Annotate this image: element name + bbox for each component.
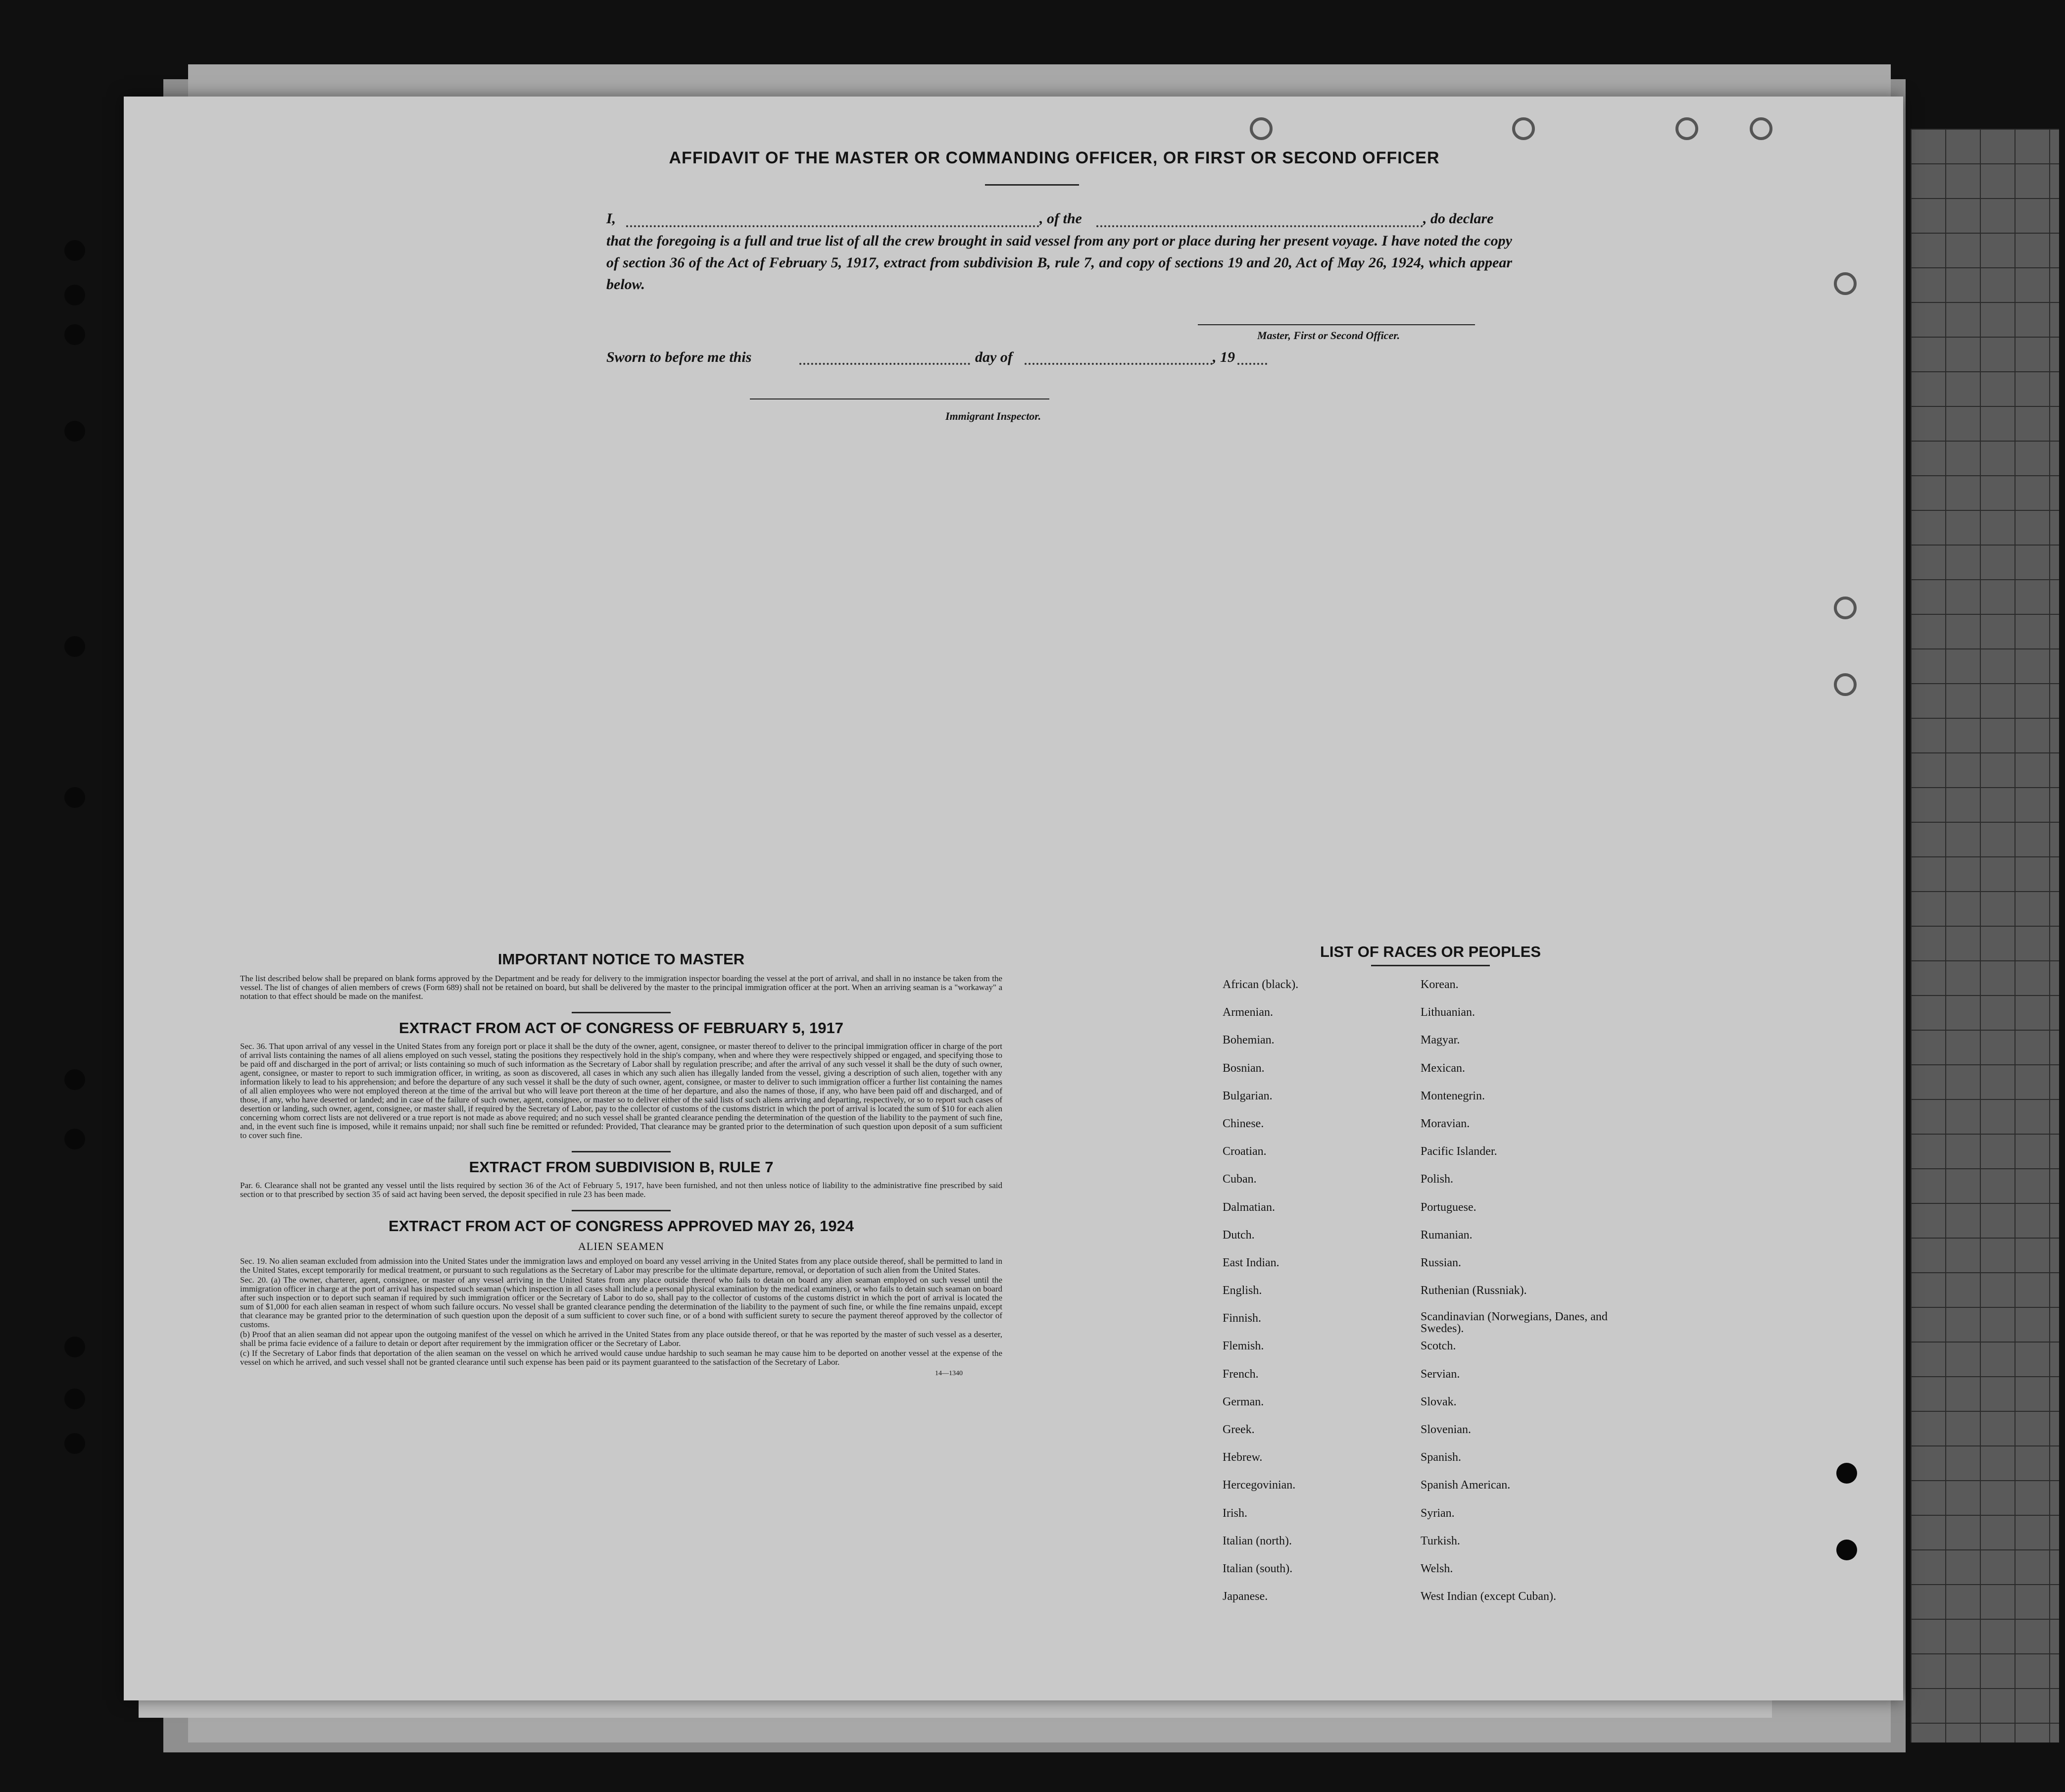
affidavit-declare-label: , do declare xyxy=(1423,210,1494,227)
punch-hole xyxy=(64,1069,85,1090)
race-item: Turkish. xyxy=(1421,1534,1460,1547)
race-item: Spanish. xyxy=(1421,1451,1462,1464)
race-item: Cuban. xyxy=(1223,1173,1257,1186)
punch-hole-ring xyxy=(1750,117,1772,140)
vessel-blank[interactable] xyxy=(1096,225,1423,227)
inspector-signature-label: Immigrant Inspector. xyxy=(945,410,1041,422)
race-item: French. xyxy=(1223,1367,1259,1381)
act-1917-text: Sec. 36. That upon arrival of any vessel in the United States from any foreign port or place it shall be the duty of the owner, agent, consignee, or master thereof to deliver to the principal immigration officer in charge of the port of arrival lists containing the names of all aliens employed on such vessel, stating the positions they respectively hold in the ship's company, when and where they were respectively shipped or engaged, and specifying those to be paid off and discharged in the port of arrival; or lists containing so much of such information as the Secretary of Labor shall by regulation prescribe; and after the arrival of any such vessel it shall be the duty of such owner, agent, consignee, or master to report to such immigration officer, in writing, as soon as discovered, all cases in which any such alien has illegally landed from the vessel, giving a description of such alien, together with any information likely to lead to his apprehension; and before the departure of any such vessel it shall be the duty of such owner, agent, consignee, or master to deliver to such immigration officer a further list containing the names of all alien employees who were not employed thereon at the time of the arrival but who will leave port thereon at the time of her departure, and also the names of those, if any, who have been paid off and discharged, and of those, if any, who have deserted or landed; and in case of the failure of such owner, agent, consignee, or master so to deliver either of the said lists of such aliens arriving and departing, respectively, or so to report such cases of desertion or landing, such owner, agent, consignee, or master shall, if required by the Secretary of Labor, pay to the collector of customs of the customs district in which the port of arrival is located the sum of $10 for each alien concerning whom correct lists are not delivered or a true report is not made as above required; and no such vessel shall be granted clearance pending the determination of the question of the liability to the payment of such fine, and, in the event such fine is imposed, while it remains unpaid; nor shall such fine be remitted or refunded: Provided, That clearance may be granted prior to the determination of such question upon deposit of a sum sufficient to cover such fine. xyxy=(240,1042,1002,1140)
punch-hole-ring xyxy=(1250,117,1273,140)
punch-hole xyxy=(64,421,85,442)
race-item: Spanish American. xyxy=(1421,1479,1511,1492)
act-1917-title: EXTRACT FROM ACT OF CONGRESS OF FEBRUARY 5, 1917 xyxy=(399,1019,843,1037)
race-item: Scotch. xyxy=(1421,1340,1456,1353)
race-item: Dalmatian. xyxy=(1223,1200,1275,1214)
act-1924-sec19: Sec. 19. No alien seaman excluded from admission into the United States under the immigration laws and employed on board any vessel arriving in the United States from any place outside thereof, shall be permitted to land in the United States, except temporarily for medical treatment, or pursuant to such regulations as the Secretary of Labor may prescribe for the ultimate departure, removal, or deportation of such alien from the United States. xyxy=(240,1256,1002,1275)
act-1924-sec20b: (b) Proof that an alien seaman did not appear upon the outgoing manifest of the vessel on which he arrived in the United States from any place outside thereof, or that he was reported by the master of such vessel as a deserter, shall be prima facie evidence of a failure to detain or deport after requirement by the immigration officer or the Secretary of Labor. xyxy=(240,1330,1002,1348)
punch-hole-ring xyxy=(1675,117,1698,140)
title-underline xyxy=(985,184,1079,186)
race-item: Chinese. xyxy=(1223,1117,1264,1130)
race-item: Hercegovinian. xyxy=(1223,1479,1296,1492)
race-item: Hebrew. xyxy=(1223,1451,1263,1464)
punch-hole-ring xyxy=(1834,597,1857,619)
race-item: Servian. xyxy=(1421,1367,1460,1381)
race-item: Rumanian. xyxy=(1421,1228,1473,1242)
affidavit-of-the-label: , of the xyxy=(1039,210,1082,227)
race-item: Finnish. xyxy=(1223,1312,1262,1325)
races-title-underline xyxy=(1371,965,1490,966)
background-grid-paper xyxy=(1911,129,2059,1742)
punch-hole xyxy=(64,285,85,305)
act-1924-subtitle: ALIEN SEAMEN xyxy=(578,1240,664,1252)
race-item: West Indian (except Cuban). xyxy=(1421,1590,1556,1603)
affidavit-i-label: I, xyxy=(606,210,616,227)
race-item: Montenegrin. xyxy=(1421,1089,1485,1102)
inspector-signature-line[interactable] xyxy=(750,398,1049,399)
sworn-label: Sworn to before me this xyxy=(606,349,752,365)
punch-hole xyxy=(64,1337,85,1357)
race-item: Magyar. xyxy=(1421,1034,1460,1047)
race-item: Lithuanian. xyxy=(1421,1006,1475,1019)
notice-text: The list described below shall be prepared on blank forms approved by the Department and be ready for delivery to the immigration inspector boarding the vessel at the port of arrival, and shall in no instance be taken from the vessel. The list of changes of alien members of crews (Form 689) shall not be retained on board, but shall be delivered by the master to the principal immigration officer at the port. When an arriving seaman is a "workaway" a notation to that effect should be made on the manifest. xyxy=(240,974,1002,1001)
race-item: African (black). xyxy=(1223,978,1299,991)
punch-hole xyxy=(64,787,85,808)
race-item: Bulgarian. xyxy=(1223,1089,1273,1102)
races-title: LIST OF RACES OR PEOPLES xyxy=(1320,943,1541,960)
race-item: Moravian. xyxy=(1421,1117,1470,1130)
race-item: Ruthenian (Russniak). xyxy=(1421,1284,1527,1297)
race-item: Slovenian. xyxy=(1421,1423,1471,1436)
race-item: Slovak. xyxy=(1421,1395,1457,1408)
race-item: Armenian. xyxy=(1223,1006,1273,1019)
punch-hole xyxy=(1836,1540,1857,1560)
race-item: Bosnian. xyxy=(1223,1061,1265,1075)
master-signature-label: Master, First or Second Officer. xyxy=(1257,329,1400,342)
race-item: Pacific Islander. xyxy=(1421,1145,1497,1158)
legal-notices xyxy=(240,950,1002,1378)
race-item: Welsh. xyxy=(1421,1562,1453,1575)
race-item: Syrian. xyxy=(1421,1506,1455,1520)
sworn-month-blank[interactable] xyxy=(1025,363,1213,365)
race-item: East Indian. xyxy=(1223,1256,1279,1269)
race-item: Irish. xyxy=(1223,1506,1247,1520)
race-item: Italian (north). xyxy=(1223,1534,1292,1547)
name-blank[interactable] xyxy=(626,225,1039,227)
race-item: Dutch. xyxy=(1223,1228,1255,1242)
punch-hole xyxy=(64,1433,85,1454)
race-item: German. xyxy=(1223,1395,1264,1408)
race-item: English. xyxy=(1223,1284,1262,1297)
punch-hole xyxy=(1836,1463,1857,1484)
race-item: Croatian. xyxy=(1223,1145,1267,1158)
punch-hole xyxy=(64,240,85,261)
section-divider xyxy=(572,1012,671,1013)
race-item: Bohemian. xyxy=(1223,1034,1275,1047)
race-item: Flemish. xyxy=(1223,1340,1264,1353)
act-1924-sec20c: (c) If the Secretary of Labor finds that deportation of the alien seaman on the vessel on which he arrived would cause undue hardship to such seaman he may cause him to be deported on another vessel at the expense of the vessel on which he arrived, and such vessel shall not be granted clearance until such expense has been paid or its payment guaranteed to the satisfaction of the Secretary of Labor. xyxy=(240,1348,1002,1367)
race-item: Polish. xyxy=(1421,1173,1454,1186)
punch-hole xyxy=(64,1389,85,1409)
notice-title: IMPORTANT NOTICE TO MASTER xyxy=(497,950,745,968)
rule-7-title: EXTRACT FROM SUBDIVISION B, RULE 7 xyxy=(469,1158,774,1176)
punch-hole-ring xyxy=(1834,272,1857,295)
sworn-day-blank[interactable] xyxy=(799,363,970,365)
act-1924-title: EXTRACT FROM ACT OF CONGRESS APPROVED MAY 26, 1924 xyxy=(389,1217,854,1235)
punch-hole xyxy=(64,1129,85,1149)
master-signature-line[interactable] xyxy=(1198,324,1475,325)
section-divider xyxy=(572,1210,671,1211)
race-item: Korean. xyxy=(1421,978,1459,991)
sworn-year-blank[interactable] xyxy=(1237,363,1267,365)
race-item: Japanese. xyxy=(1223,1590,1268,1603)
punch-hole-ring xyxy=(1834,673,1857,696)
race-item: Greek. xyxy=(1223,1423,1255,1436)
race-item: Scandinavian (Norwegians, Danes, and Swedes). xyxy=(1421,1310,1608,1336)
affidavit-title: AFFIDAVIT OF THE MASTER OR COMMANDING OFFICER, OR FIRST OR SECOND OFFICER xyxy=(669,149,1440,167)
punch-hole xyxy=(64,324,85,345)
form-number: 14—1340 xyxy=(935,1370,963,1377)
day-of-label: day of xyxy=(975,349,1013,365)
section-divider xyxy=(572,1151,671,1152)
race-item: Mexican. xyxy=(1421,1061,1465,1075)
act-1924-sec20a: Sec. 20. (a) The owner, charterer, agent, consignee, or master of any vessel arriving in the United States from any place outside thereof who fails to detain on board any alien seaman employed on such vessel until the immigration officer in charge at the port of arrival has inspected such seaman (which inspection in all cases shall include a personal physical examination by the medical examiners), or who fails to detain such seaman on board after such inspection or to deport such seaman if required by such immigration officer or the Secretary of Labor to do so, shall pay to the collector of customs of the customs district in which the port of arrival is located the sum of $1,000 for each alien seaman in respect of whom such failure occurs. No vessel shall be granted clearance pending the determination of the liability to the payment of such fine, or while the fine remains unpaid, except that clearance may be granted prior to the determination of such question upon the deposit of a sum sufficient to cover such fine, or of a bond with sufficient surety to secure the payment thereof approved by the collector of customs. xyxy=(240,1275,1002,1329)
races-left-column xyxy=(1223,977,1298,1617)
punch-hole xyxy=(64,636,85,657)
race-item: Italian (south). xyxy=(1223,1562,1293,1575)
rule-7-text: Par. 6. Clearance shall not be granted any vessel until the lists required by section 36 of the Act of February 5, 1917, have been furnished, and not then unless notice of liability to the administrative fine prescribed by said section or to that prescribed by section 35 of said act having been served, the deposit specified in rule 23 has been made. xyxy=(240,1181,1002,1199)
race-item: Portuguese. xyxy=(1421,1200,1476,1214)
races-list xyxy=(1208,943,1653,1616)
affidavit-declaration: that the foregoing is a full and true list of all the crew brought in said vessel from any port or place during her present voyage. I have noted the copy of section 36 of the Act of February 5, 1917, extract from subdivision B, rule 7, and copy of sections 19 and 20, Act of May 26, 1924, which appear below. xyxy=(606,233,1512,293)
year-label: , 19 xyxy=(1213,349,1235,365)
punch-hole-ring xyxy=(1512,117,1535,140)
race-item: Russian. xyxy=(1421,1256,1462,1269)
races-right-column xyxy=(1421,977,1638,1617)
